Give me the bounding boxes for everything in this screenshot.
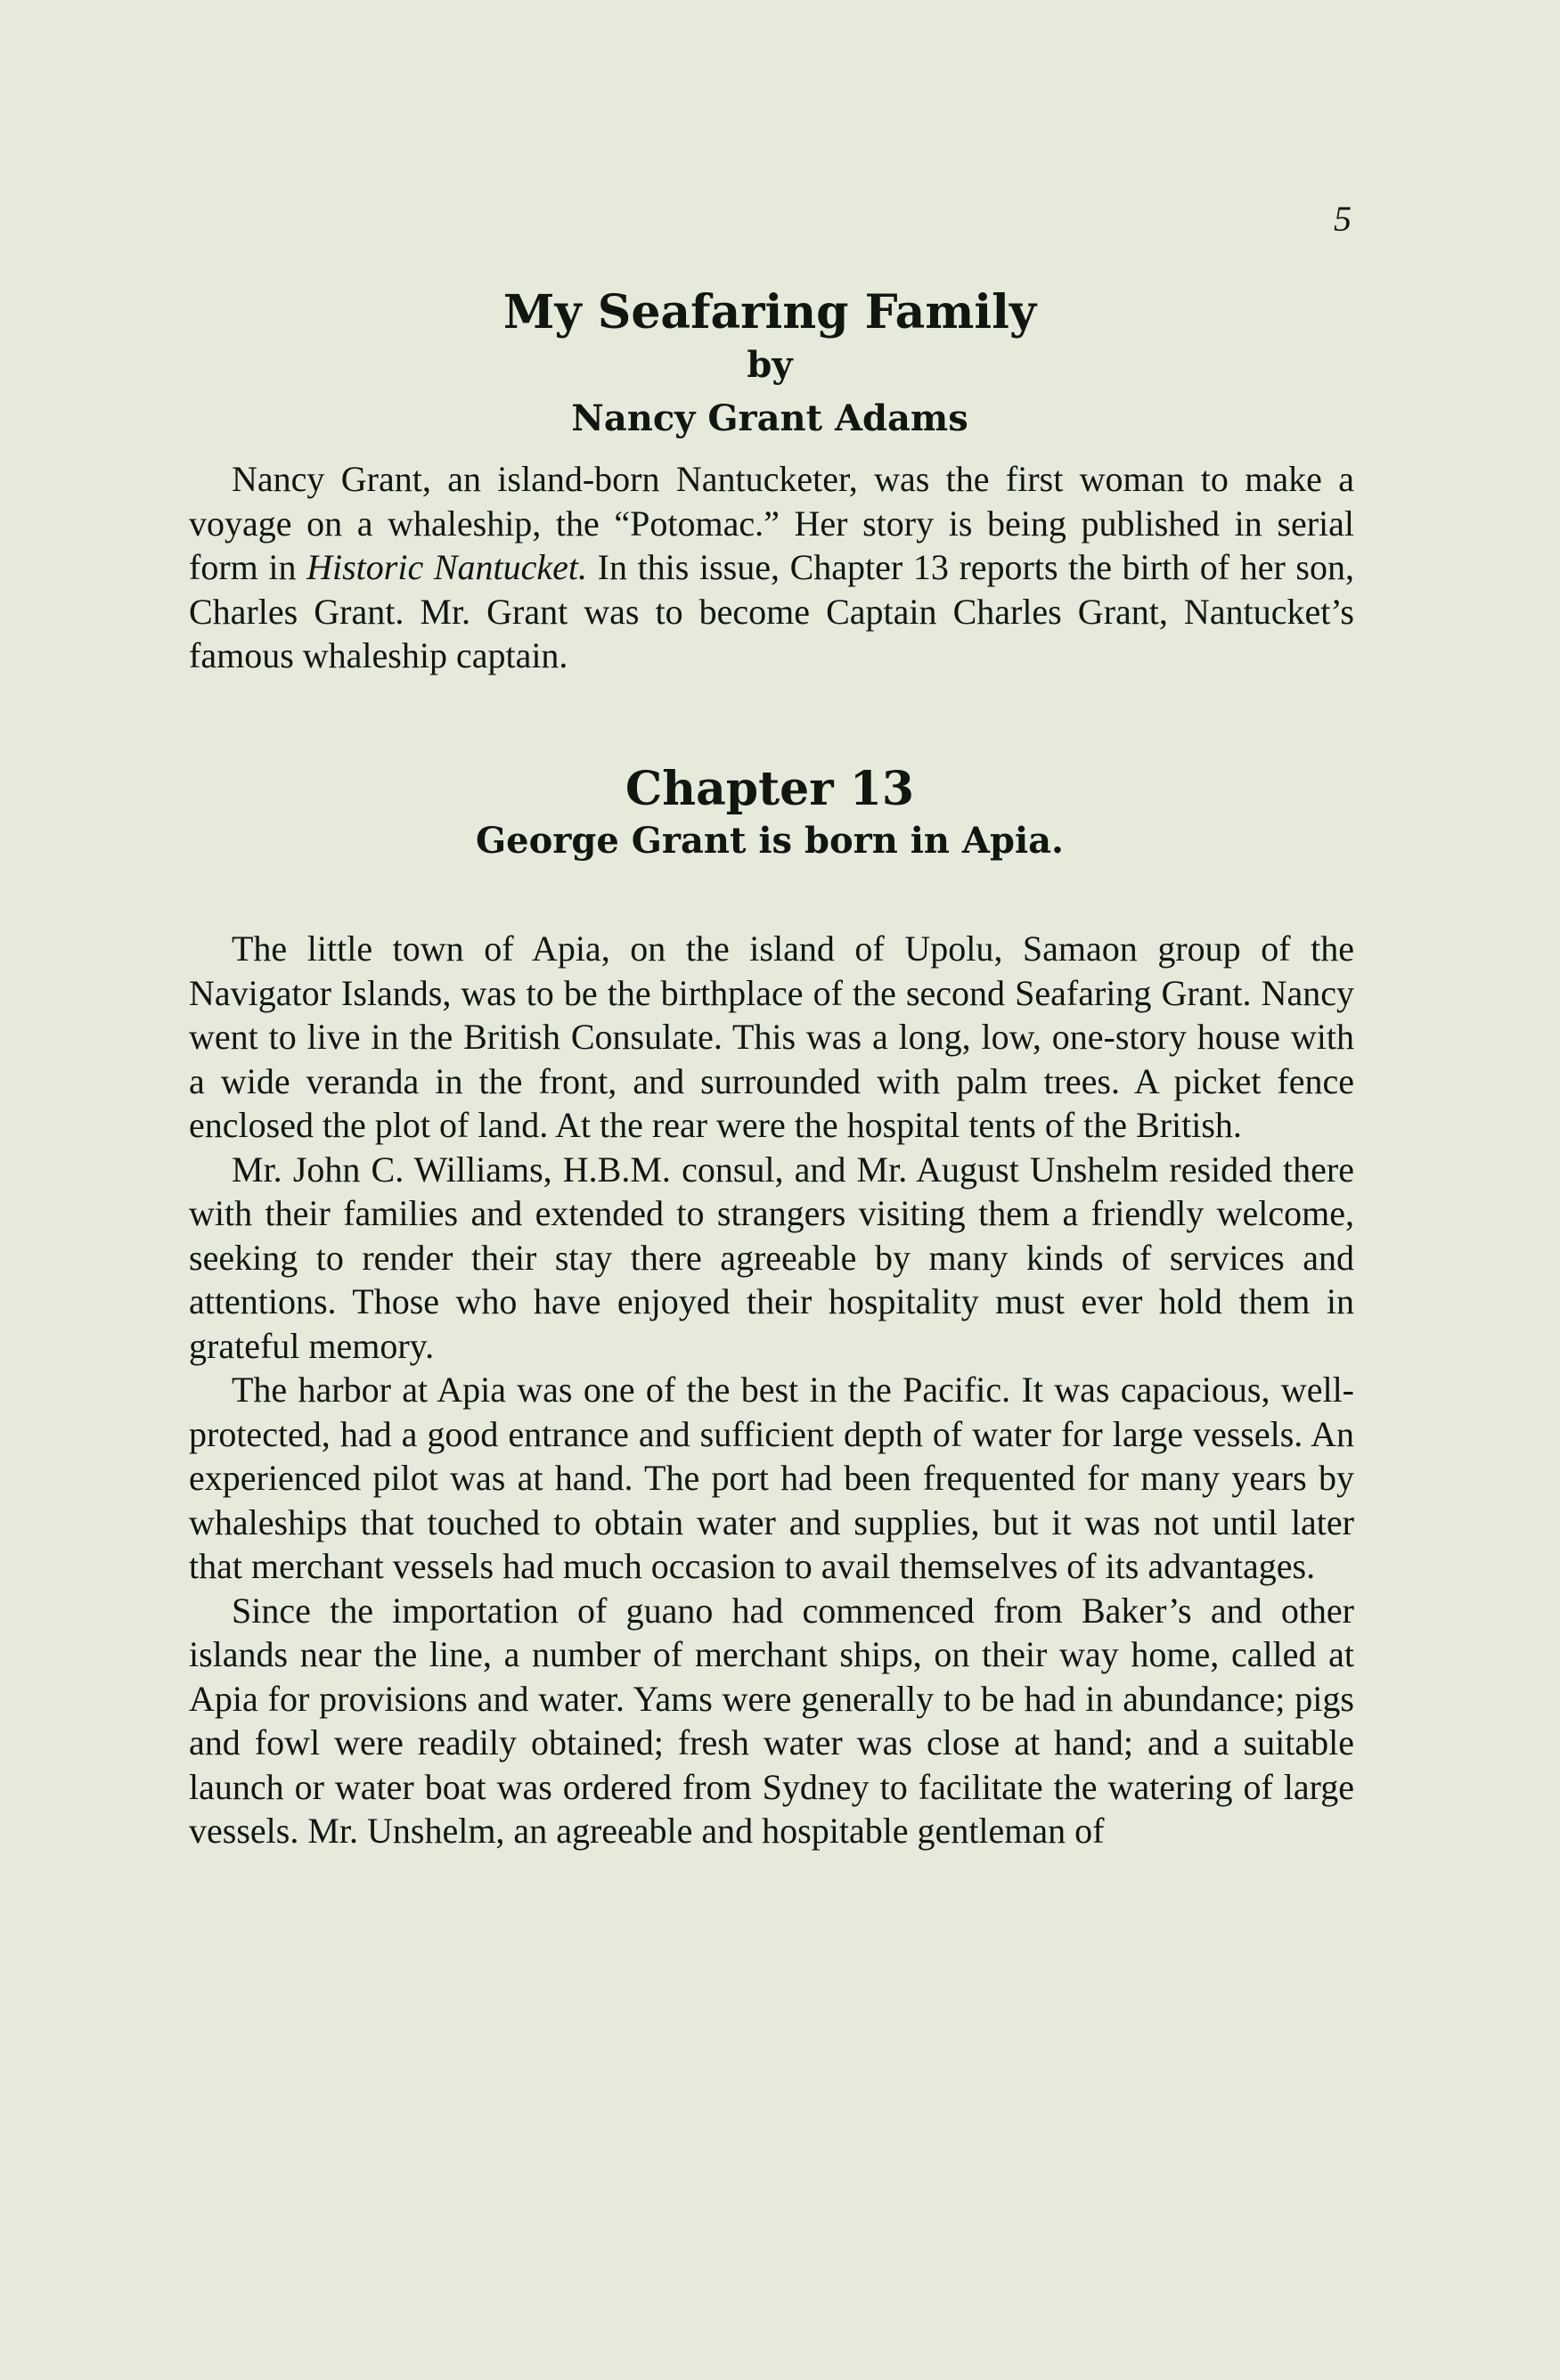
intro-text-start: Nancy Grant, an island-born Nantucketer, was the first woman to make a voyage on a whaleship, the “Potomac.” Her story is being published in serial form in (189, 459, 1354, 587)
body-paragraph: Since the importation of guano had commenced from Baker’s and other islands near the line, a number of merchant ships, on their way home, called at Apia for provisions and water. Yams were generally to be had in abundance; pigs and fowl were readily obtained; fresh water was close at hand; and a suitable launch or water boat was ordered from Sydney to facilitate the watering of large vessels. Mr. Unshelm, an agreeable and hospitable gentleman of (189, 1590, 1354, 1851)
publication-title: Historic Nantucket. (306, 547, 588, 587)
page-number: 5 (1334, 199, 1352, 239)
chapter-body (189, 927, 1354, 1853)
body-paragraph: The little town of Apia, on the island of Upolu, Samaon group of the Navigator Islands, was to be the birthplace of the second Seafaring Grant. Nancy went to live in the British Consulate. This was a long, low, one-story house with a wide veranda in the front, and surrounded with palm trees. A picket fence enclosed the plot of land. At the rear were the hospital tents of the British. (189, 928, 1354, 1145)
chapter-heading: Chapter 13 (625, 762, 915, 816)
chapter-subtitle: George Grant is born in Apia. (476, 820, 1064, 862)
body-paragraph: Mr. John C. Williams, H.B.M. consul, and Mr. August Unshelm resided there with their families and extended to strangers visiting them a friendly welcome, seeking to render their stay there agreeable by many kinds of services and attentions. Those who have enjoyed their hospitality must ever hold them in grateful memory. (189, 1149, 1354, 1366)
article-byline-by: by (747, 344, 793, 386)
intro-text-end: In this issue, Chapter 13 reports the birth of her son, Charles Grant. Mr. Grant was to become Captain Charles Grant, Nantucket’s famous whaleship captain. (189, 547, 1355, 675)
intro-paragraph (189, 457, 1354, 678)
article-author: Nancy Grant Adams (571, 397, 968, 439)
body-paragraph: The harbor at Apia was one of the best in the Pacific. It was capacious, well-protected, had a good entrance and sufficient depth of water for large vessels. An experienced pilot was at hand. The port had been frequented for many years by whaleships that touched to obtain water and supplies, but it was not until later that merchant vessels had much occasion to avail themselves of its advantages. (189, 1370, 1354, 1586)
article-title: My Seafaring Family (502, 285, 1037, 339)
intro-section (189, 457, 1354, 678)
